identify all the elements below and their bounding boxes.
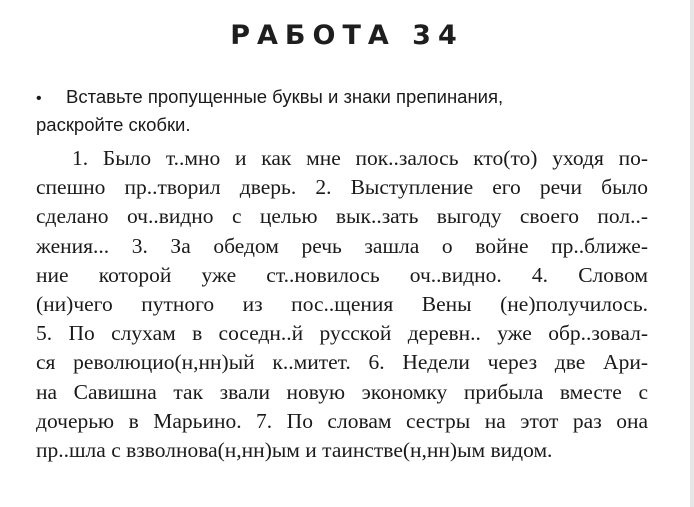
page-edge xyxy=(690,0,694,507)
exercise-line: 1. Было т..мно и как мне пок..залось кто(то) уходя по- xyxy=(72,146,648,170)
exercise-line: ся революцио(н,нн)ый к..митет. 6. Недели через две Ари- xyxy=(36,350,648,375)
exercise-line: спешно пр..творил дверь. 2. Выступление его речи было xyxy=(36,175,648,200)
exercise-line: 5. По слухам в соседн..й русской деревн.. уже обр..зовал- xyxy=(36,321,648,346)
instruction-line xyxy=(36,84,648,112)
exercise-text xyxy=(36,144,648,465)
bullet-icon: • xyxy=(36,90,42,107)
exercise-line: ние которой уже ст..новилось оч..видно. 4. Словом xyxy=(36,262,648,287)
page-title: РАБОТА 34 xyxy=(230,20,464,51)
exercise-line: (ни)чего путного из пос..щения Вены (не)получилось. xyxy=(36,291,648,316)
exercise-line: на Савишна так звали новую экономку прибыла вместе с xyxy=(36,379,648,404)
instruction xyxy=(36,84,648,138)
exercise-line: пр..шла с взволнова(н,нн)ым и таинстве(н,нн)ым видом. xyxy=(36,437,553,462)
exercise-line: жения... 3. За обедом речь зашла о войне пр..ближе- xyxy=(36,233,648,258)
instruction-text: Вставьте пропущенные буквы и знаки препинания, xyxy=(66,86,504,107)
instruction-line: раскройте скобки. xyxy=(36,114,191,135)
exercise-line: сделано оч..видно с целью вык..зать выгоду своего пол..- xyxy=(36,204,648,229)
exercise-line: дочерью в Марьино. 7. По словам сестры на этот раз она xyxy=(36,408,648,433)
